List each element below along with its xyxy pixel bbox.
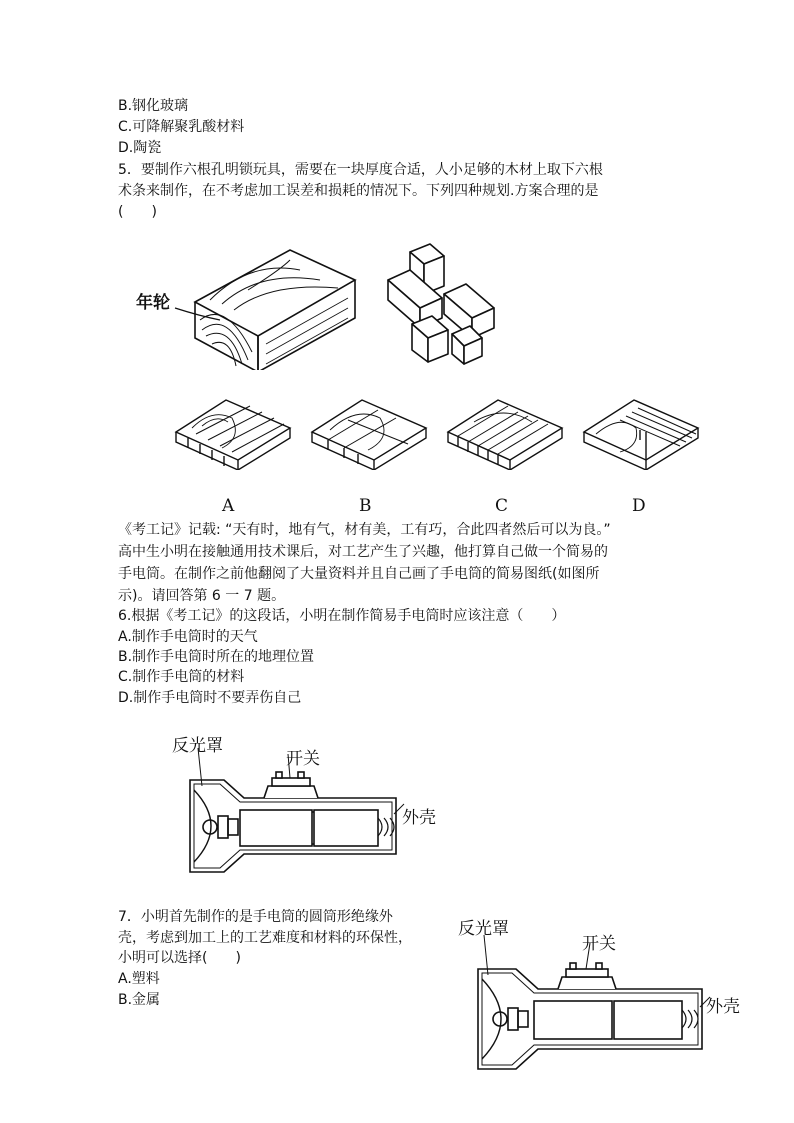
q7-stem-line3: 小明可以选择( ): [118, 950, 241, 966]
option-d-block-figure: [580, 398, 702, 470]
passage-line3: 手电筒。在制作之前他翻阅了大量资料并且自己画了手电筒的简易图纸(如图所: [118, 566, 600, 582]
q5-stem-line3: ( ): [118, 204, 157, 220]
q6-stem: 6.根据《考工记》的这段话，小明在制作简易手电筒时应该注意（ ）: [118, 608, 566, 624]
option-label-c: C: [495, 496, 509, 516]
q4-option-b: B.钢化玻璃: [118, 98, 189, 114]
q6-option-a: A.制作手电筒时的天气: [118, 629, 258, 645]
option-b-block-figure: [308, 398, 430, 470]
q6-option-c: C.制作手电筒的材料: [118, 669, 245, 685]
label-switch-1: 开关: [286, 749, 320, 769]
kongming-lock-figure: [382, 242, 512, 367]
q7-stem-line1: 7．小明首先制作的是手电筒的圆筒形绝缘外: [118, 909, 393, 925]
label-shell-2: 外壳: [706, 997, 740, 1017]
q6-option-d: D.制作手电筒时不要弄伤自己: [118, 690, 302, 706]
q5-stem-line1: 5．要制作六根孔明锁玩具，需要在一块厚度合适，人小足够的木材上取下六根: [118, 162, 603, 178]
option-a-block-figure: [172, 398, 294, 470]
q5-stem-line2: 术条来制作，在不考虑加工误差和损耗的情况下。下列四种规划.方案合理的是: [118, 183, 599, 199]
passage-line4: 示)。请回答第 6 一 7 题。: [118, 588, 286, 604]
label-switch-2: 开关: [582, 934, 616, 954]
passage-line2: 高中生小明在接触通用技术课后，对工艺产生了兴趣，他打算自己做一个简易的: [118, 544, 608, 560]
label-nianlun: 年轮: [136, 293, 170, 313]
q6-option-b: B.制作手电筒时所在的地理位置: [118, 649, 315, 665]
option-label-a: A: [222, 496, 235, 516]
q7-stem-line2: 壳，考虑到加工上的工艺难度和材料的环保性，: [118, 930, 412, 946]
label-reflector-2: 反光罩: [458, 919, 509, 939]
label-shell-1: 外壳: [402, 808, 436, 828]
option-c-block-figure: [444, 398, 566, 470]
passage-line1: 《考工记》记载: “天有时，地有气，材有美，工有巧，合此四者然后可以为良。”: [118, 522, 611, 538]
q4-option-c: C.可降解聚乳酸材料: [118, 119, 245, 135]
option-label-b: B: [359, 496, 372, 516]
q7-option-b: B.金属: [118, 992, 161, 1008]
q4-option-d: D.陶瓷: [118, 140, 162, 156]
label-reflector-1: 反光罩: [172, 736, 223, 756]
q7-option-a: A.塑料: [118, 971, 160, 987]
option-label-d: D: [632, 496, 646, 516]
